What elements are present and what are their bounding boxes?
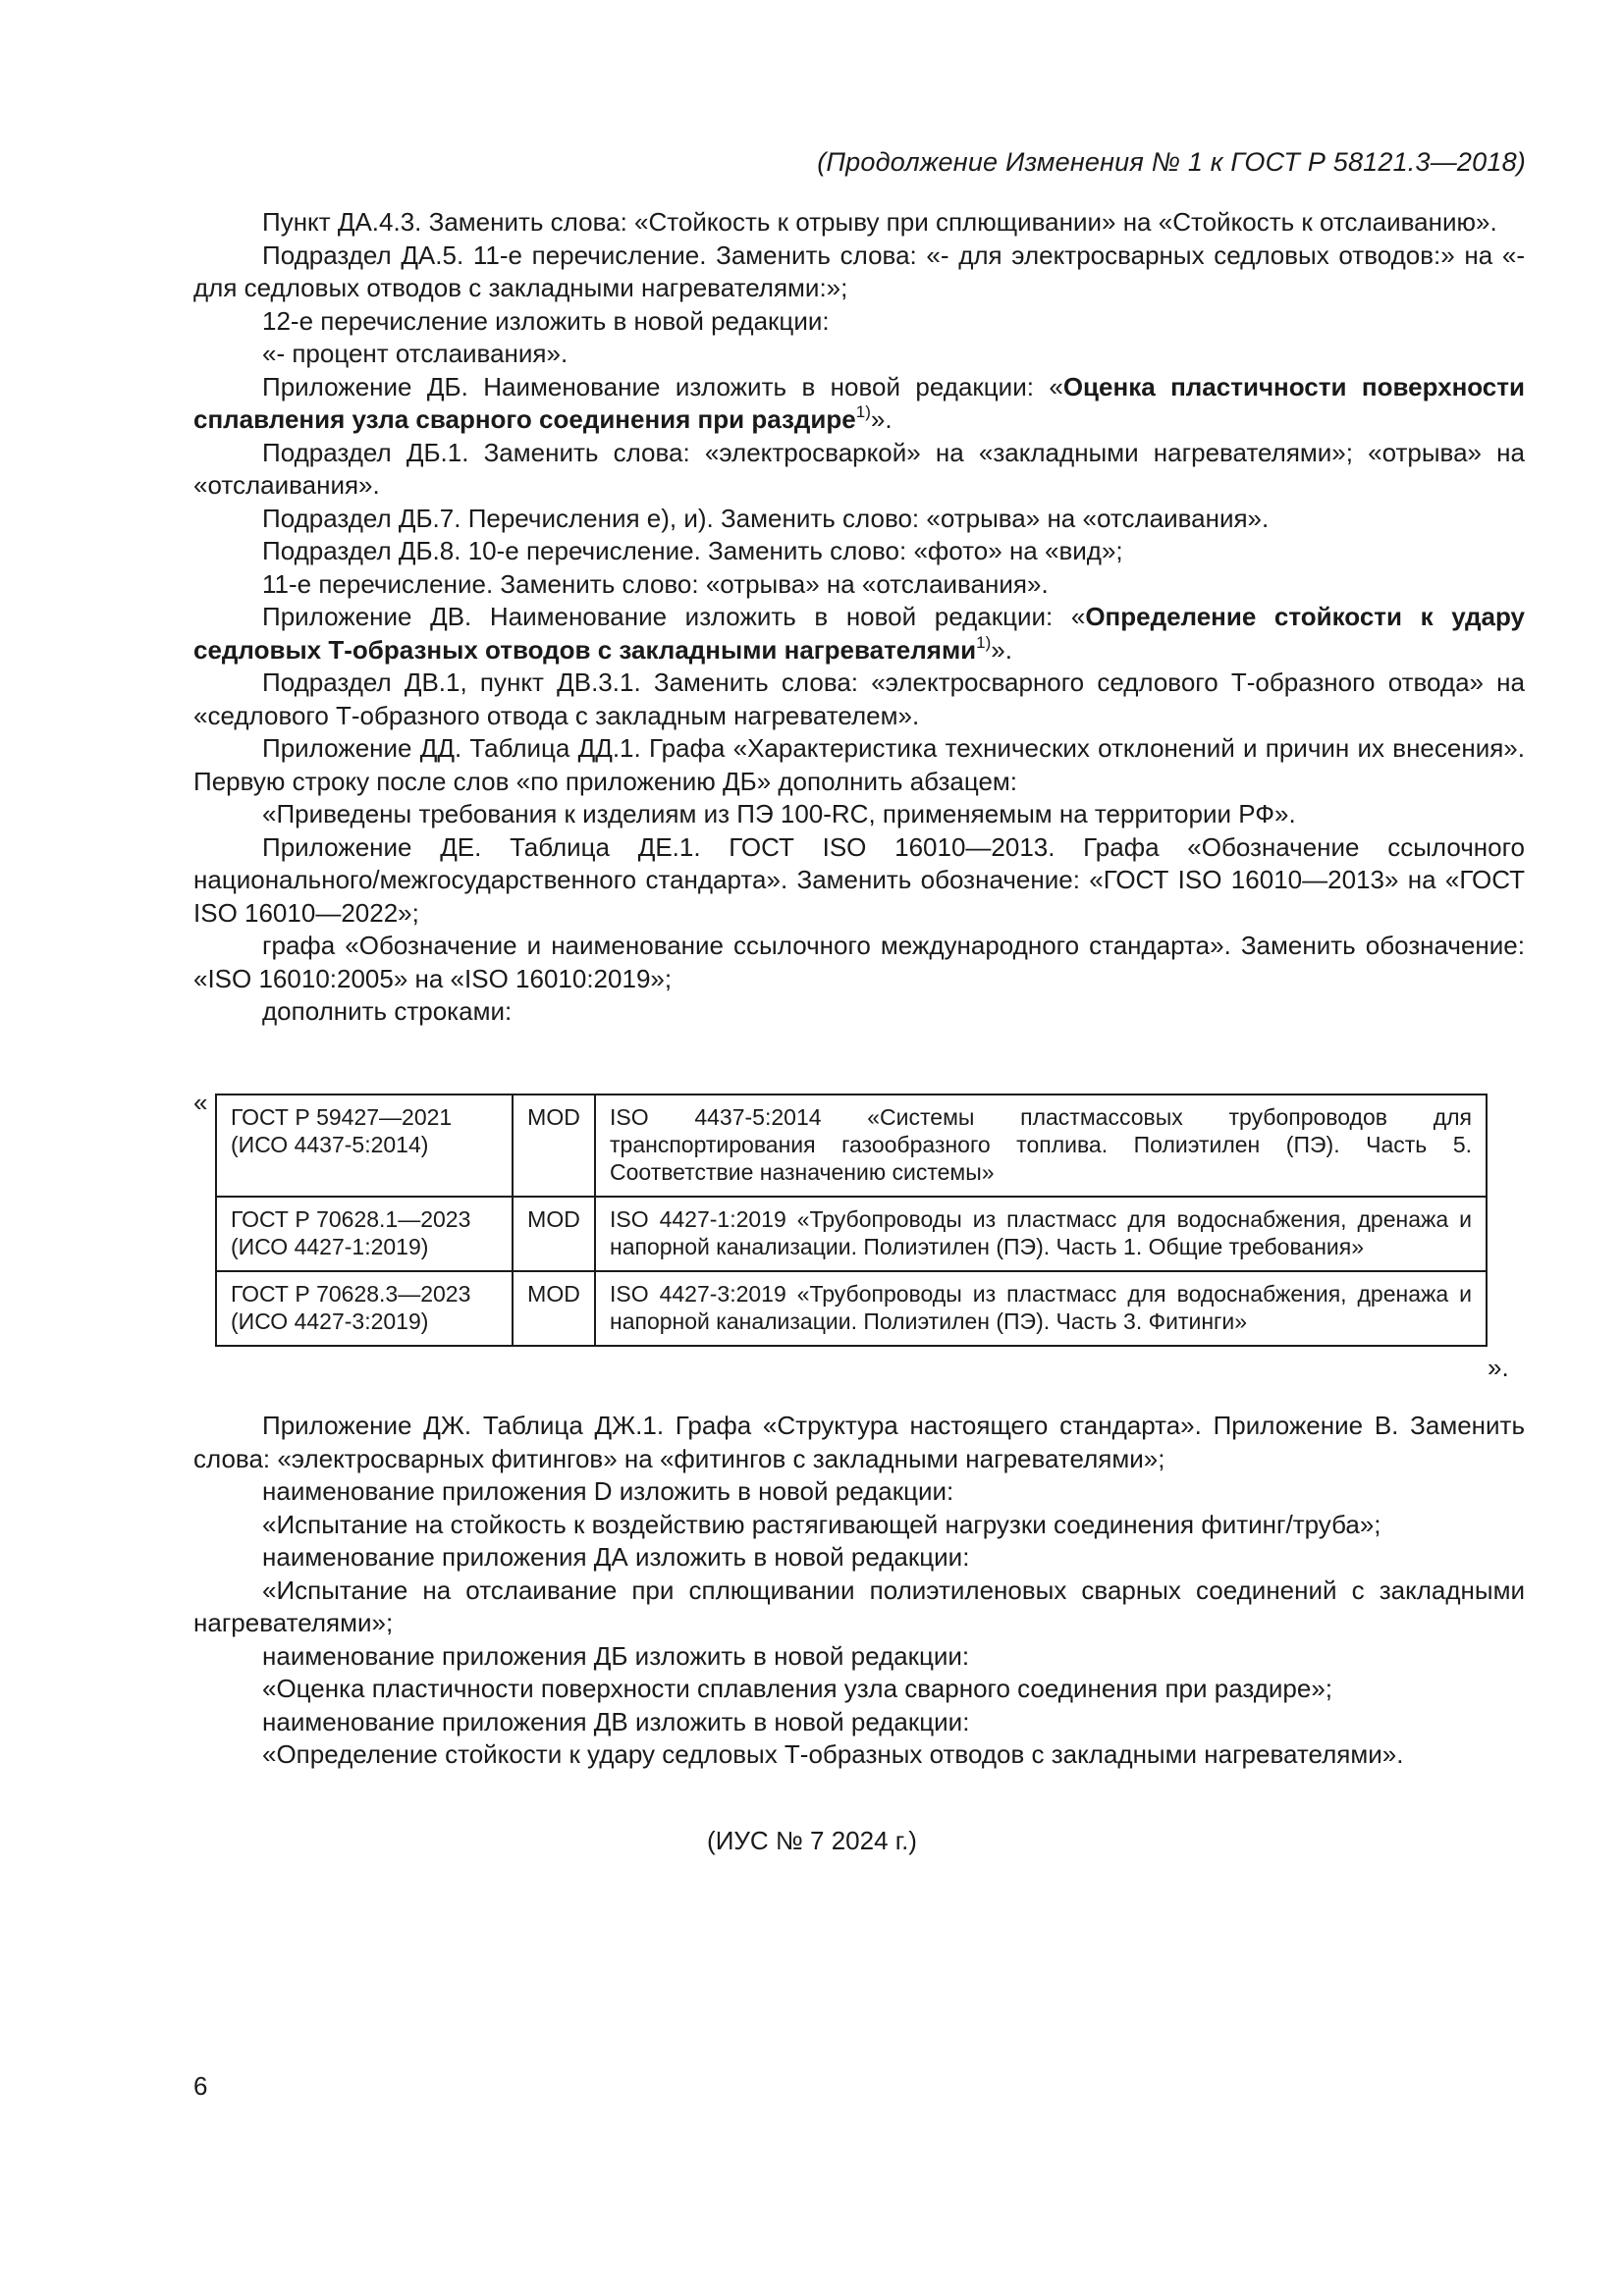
paragraph	[193, 240, 1525, 305]
paragraph	[193, 1410, 1525, 1475]
table-close-quote: ».	[1488, 1353, 1509, 1382]
bold-title: Определение стойкости к удару седловых Т-образных отводов с закладными нагревателями	[193, 602, 1525, 665]
standard-designation-cell	[216, 1095, 513, 1197]
reference-standards-table	[215, 1094, 1488, 1347]
text-run: Приложение ДЕ. Таблица ДЕ.1. ГОСТ ISO 16010—2013. Графа «Обозначение ссылочного национального/межгосударственного стандарта». Заменить обозначение: «ГОСТ ISO 16010—2013» на «ГОСТ ISO 16010—2022»;	[193, 831, 1525, 928]
bold-title: Оценка пластичности поверхности сплавления узла сварного соединения при раздире	[193, 371, 1525, 434]
text-run: наименование приложения ДБ изложить в новой редакции:	[262, 1640, 970, 1671]
text-run: наименование приложения ДА изложить в новой редакции:	[262, 1542, 970, 1572]
text-run: Пункт ДА.4.3. Заменить слова: «Стойкость к отрыву при сплющивании» на «Стойкость к отслаиванию».	[262, 207, 1497, 237]
table-open-quote: «	[193, 1088, 208, 1117]
text-run: Подраздел ДВ.1, пункт ДВ.3.1. Заменить слова: «электросварного седлового Т-образного отвода» на «седлового Т-образного отвода с закладным нагревателем».	[193, 667, 1525, 730]
page-header: (Продолжение Изменения № 1 к ГОСТ Р 58121.3—2018)	[817, 147, 1526, 177]
paragraph	[193, 995, 1525, 1029]
paragraph	[193, 930, 1525, 995]
conformity-degree-cell: MOD	[513, 1095, 595, 1197]
paragraph	[193, 371, 1525, 437]
text-run: ».	[870, 404, 893, 434]
text-run: «- процент отслаивания».	[262, 339, 568, 368]
conformity-degree-cell: MOD	[513, 1271, 595, 1346]
text-run: графа «Обозначение и наименование ссылочного международного стандарта». Заменить обозначение: «ISO 16010:2005» на «ISO 16010:2019»;	[193, 931, 1525, 993]
footnote-ref: 1)	[976, 632, 992, 652]
body-section-1	[193, 206, 1525, 1029]
text-run: «Испытание на стойкость к воздействию растягивающей нагрузки соединения фитинг/труба»;	[262, 1509, 1381, 1539]
text-run: Подраздел ДБ.7. Перечисления е), и). Заменить слово: «отрыва» на «отслаивания».	[262, 503, 1270, 533]
text-run: Приложение ДБ. Наименование изложить в новой редакции: «	[262, 371, 1063, 401]
paragraph	[193, 601, 1525, 667]
paragraph	[193, 206, 1525, 240]
text-run: «Определение стойкости к удару седловых Т-образных отводов с закладными нагревателями».	[262, 1739, 1404, 1769]
text-run: 11-е перечисление. Заменить слово: «отрыва» на «отслаивания».	[262, 568, 1049, 599]
text-run: Подраздел ДБ.8. 10-е перечисление. Заменить слово: «фото» на «вид»;	[262, 536, 1123, 565]
international-standard-cell: ISO 4437-5:2014 «Системы пластмассовых трубопроводов для транспортирования газообразного топлива. Полиэтилен (ПЭ). Часть 5. Соответствие назначению системы»	[595, 1095, 1487, 1197]
text-run: Подраздел ДА.5. 11-е перечисление. Заменить слова: «- для электросварных седловых отводов:» на «- для седловых отводов с закладными нагревателями:»;	[193, 240, 1525, 302]
paragraph	[193, 831, 1525, 931]
paragraph	[193, 535, 1525, 568]
standard-designation-cell	[216, 1197, 513, 1271]
paragraph	[193, 437, 1525, 503]
paragraph	[193, 1541, 1525, 1575]
text-run: Приложение ДД. Таблица ДД.1. Графа «Характеристика технических отклонений и причин их внесения». Первую строку после слов «по приложению ДБ» дополнить абзацем:	[193, 733, 1525, 796]
text-run: «Оценка пластичности поверхности сплавления узла сварного соединения при раздире»;	[262, 1674, 1333, 1703]
designation-line: (ИСО 4427-3:2019)	[231, 1308, 429, 1334]
text-run: Приложение ДЖ. Таблица ДЖ.1. Графа «Структура настоящего стандарта». Приложение В. Заменить слова: «электросварных фитингов» на «фитингов с закладными нагревателями»;	[193, 1411, 1525, 1473]
text-run: наименование приложения ДВ изложить в новой редакции:	[262, 1706, 970, 1736]
standard-designation-cell	[216, 1271, 513, 1346]
paragraph	[193, 503, 1525, 536]
paragraph	[193, 305, 1525, 339]
conformity-degree-cell: MOD	[513, 1197, 595, 1271]
table-row	[216, 1095, 1487, 1197]
text-run: дополнить строками:	[262, 996, 513, 1026]
paragraph	[193, 1706, 1525, 1739]
paragraph	[193, 1673, 1525, 1706]
paragraph	[193, 1575, 1525, 1640]
text-run: Приложение ДВ. Наименование изложить в новой редакции: «	[262, 602, 1086, 631]
table-row	[216, 1197, 1487, 1271]
text-run: наименование приложения D изложить в новой редакции:	[262, 1476, 954, 1506]
paragraph	[193, 667, 1525, 732]
footnote-ref: 1)	[855, 402, 871, 421]
paragraph	[193, 338, 1525, 371]
ius-reference: (ИУС № 7 2024 г.)	[707, 1826, 917, 1855]
paragraph	[193, 568, 1525, 602]
paragraph	[193, 1475, 1525, 1509]
designation-line: ГОСТ Р 70628.3—2023	[231, 1281, 471, 1307]
text-run: 12-е перечисление изложить в новой редакции:	[262, 305, 830, 336]
text-run: ».	[991, 634, 1012, 665]
designation-line: (ИСО 4427-1:2019)	[231, 1234, 429, 1259]
international-standard-cell: ISO 4427-3:2019 «Трубопроводы из пластмасс для водоснабжения, дренажа и напорной канализации. Полиэтилен (ПЭ). Часть 3. Фитинги»	[595, 1271, 1487, 1346]
addition-table-block	[193, 1088, 1568, 1392]
paragraph	[193, 798, 1525, 831]
text-run: «Испытание на отслаивание при сплющивании полиэтиленовых сварных соединений с закладными нагревателями»;	[193, 1575, 1525, 1637]
table-row	[216, 1271, 1487, 1346]
text-run: «Приведены требования к изделиям из ПЭ 100-RC, применяемым на территории РФ».	[262, 799, 1296, 828]
paragraph	[193, 1640, 1525, 1674]
paragraph	[193, 732, 1525, 798]
designation-line: ГОСТ Р 70628.1—2023	[231, 1206, 471, 1232]
page-number: 6	[193, 2071, 208, 2101]
international-standard-cell: ISO 4427-1:2019 «Трубопроводы из пластмасс для водоснабжения, дренажа и напорной канализации. Полиэтилен (ПЭ). Часть 1. Общие требования»	[595, 1197, 1487, 1271]
text-run: Подраздел ДБ.1. Заменить слова: «электросваркой» на «закладными нагревателями»; «отрыва» на «отслаивания».	[193, 437, 1525, 500]
designation-line: ГОСТ Р 59427—2021	[231, 1104, 453, 1130]
designation-line: (ИСО 4437-5:2014)	[231, 1132, 429, 1157]
body-section-2	[193, 1410, 1525, 1772]
paragraph	[193, 1509, 1525, 1542]
paragraph	[193, 1738, 1525, 1772]
